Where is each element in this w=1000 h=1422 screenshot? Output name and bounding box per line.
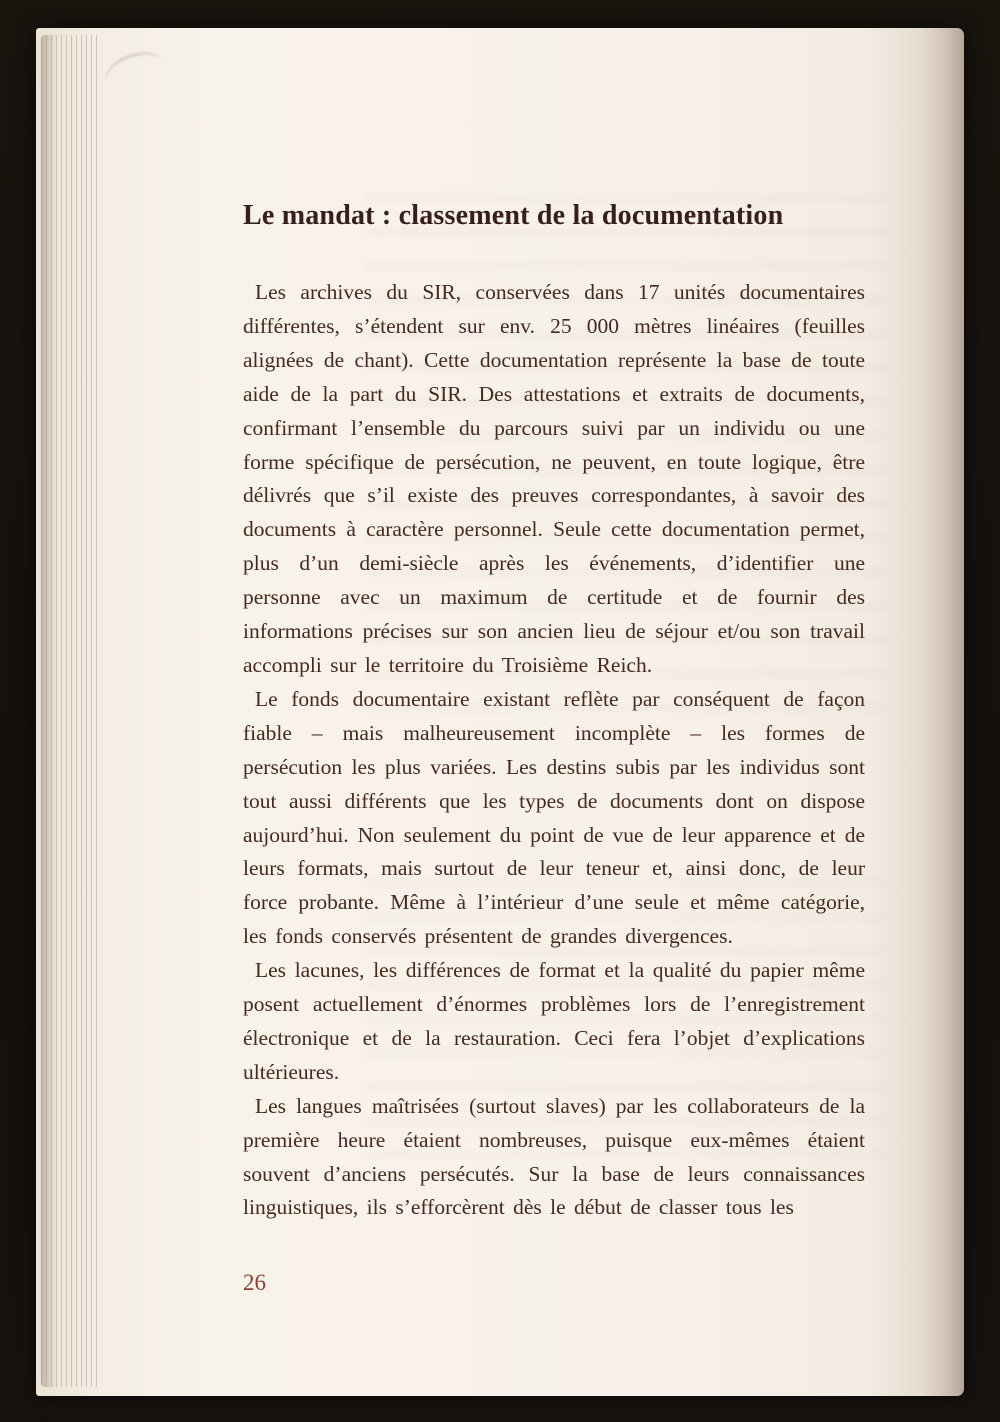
page-title: Le mandat : classement de la documentation <box>243 200 784 231</box>
paragraph-3: Les lacunes, les différences de format et la qualité du papier même posent actuellement d’énormes problèmes lors de l’enregistrement électronique et de la restauration. Ceci fera l’objet d’explications ultérieures. <box>243 958 865 1084</box>
page-stack-edges <box>41 35 99 1387</box>
paragraph-4: Les langues maîtrisées (surtout slaves) par les collaborateurs de la première heure étaient nombreuses, puisque eux-mêmes étaient souvent d’anciens persécutés. Sur la base de leurs connaissances linguistiques, ils s’efforcèrent dès le début de classer tous les <box>243 1093 865 1220</box>
paragraph-2: Le fonds documentaire existant reflète par conséquent de façon fiable – mais malheureusement incomplète – les formes de persécution les plus variées. Les destins subis par les individus sont tout aussi différents que les types de documents dont on dispose aujourd’hui. Non seulement du point de vue de leur apparence et de leurs formats, mais surtout de leur teneur et, ainsi donc, de leur force probante. Même à l’intérieur d’une seule et même catégorie, les fonds conservés présentent de grandes divergences. <box>243 686 865 949</box>
page-number: 26 <box>243 1270 266 1295</box>
pencil-annotation-mark <box>99 45 171 103</box>
paragraph-1: Les archives du SIR, conservées dans 17 unités documentaires différentes, s’étendent sur env. 25 000 mètres linéaires (feuilles alignées de chant). Cette documentation représente la base de toute aide de la part du SIR. Des attestations et extraits de documents, confirmant l’ensemble du parcours suivi par un individu ou une forme spécifique de persécution, ne peuvent, en toute logique, être délivrés que s’il existe des preuves correspondantes, à savoir des documents à caractère personnel. Seule cette documentation permet, plus d’un demi-siècle après les événements, d’identifier une personne avec un maximum de certitude et de fournir des informations précises sur son ancien lieu de séjour et/ou son travail accompli sur le territoire du Troisième Reich. <box>243 280 865 677</box>
page-text-block <box>243 200 865 1225</box>
book-page <box>36 28 964 1396</box>
page-stack-edges-shadow <box>41 35 57 1387</box>
